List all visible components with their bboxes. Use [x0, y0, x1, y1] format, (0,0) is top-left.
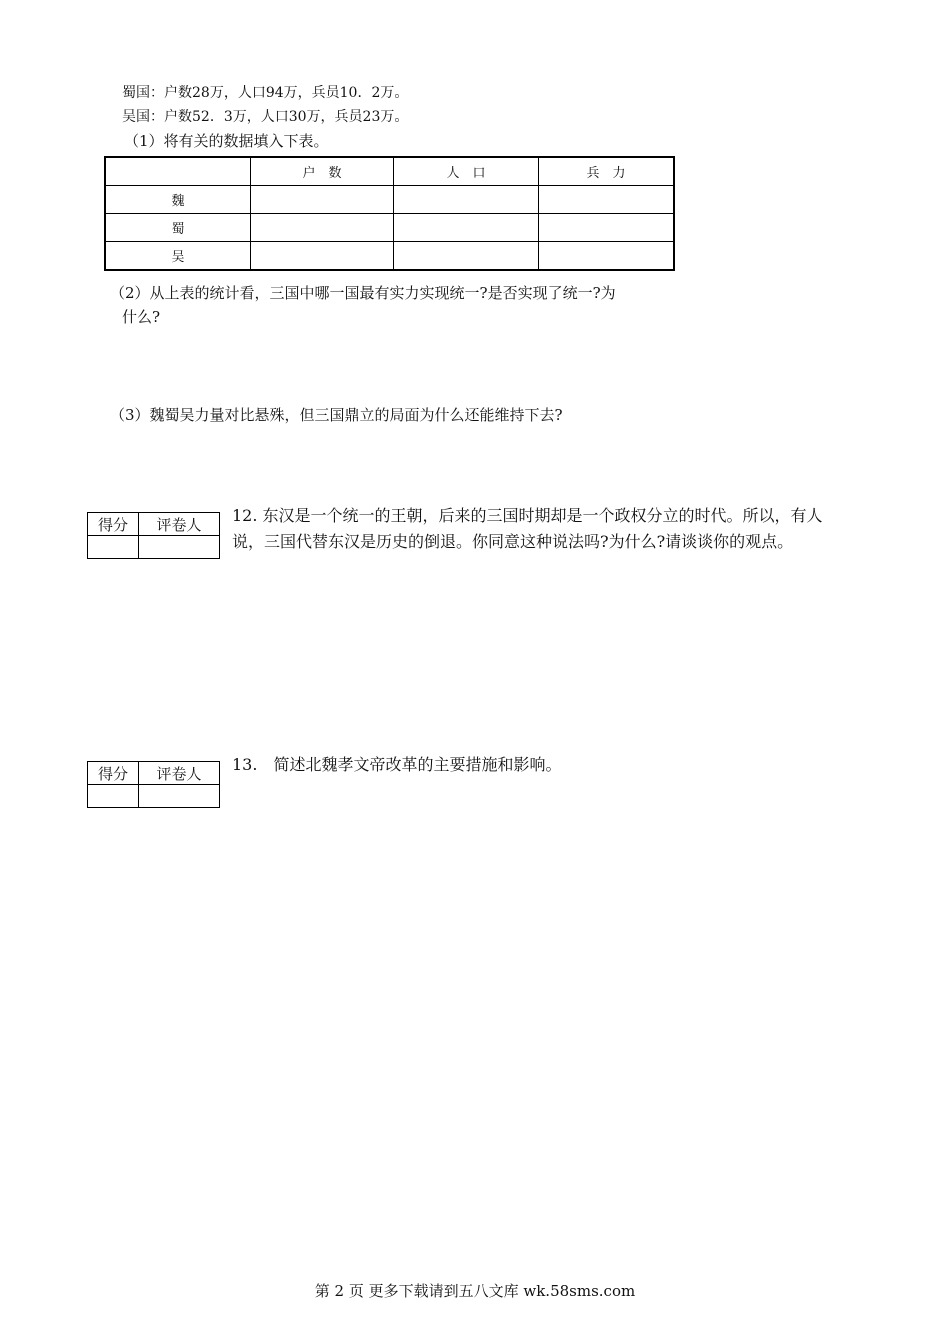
score-label: 得分: [88, 513, 139, 536]
question-12: [232, 503, 872, 555]
table-header-cell: 兵 力: [539, 157, 675, 186]
score-label: 得分: [88, 762, 139, 785]
row-label: 吴: [105, 242, 251, 271]
score-box-q12: [87, 512, 220, 559]
blank-cell[interactable]: [251, 242, 394, 271]
row-label: 蜀: [105, 214, 251, 242]
grader-label: 评卷人: [139, 513, 220, 536]
sub-question-1: （1）将有关的数据填入下表。: [124, 132, 329, 150]
blank-cell[interactable]: [394, 214, 539, 242]
question-12-line1: 12. 东汉是一个统一的王朝，后来的三国时期却是一个政权分立的时代。所以，有人: [232, 506, 823, 525]
table-row: [105, 214, 674, 242]
blank-cell[interactable]: [539, 186, 675, 214]
table-header-row: [105, 157, 674, 186]
table-header-cell: 户 数: [251, 157, 394, 186]
table-row: [105, 242, 674, 271]
page-footer: 第 2 页 更多下载请到五八文库 wk.58sms.com: [314, 1282, 636, 1300]
sub-question-2-line2: 什么?: [122, 308, 161, 326]
statistics-table: [104, 156, 675, 271]
grader-blank[interactable]: [139, 785, 220, 808]
score-blank[interactable]: [88, 785, 139, 808]
blank-cell[interactable]: [539, 242, 675, 271]
wu-data-line: 吴国：户数52．3万，人口30万，兵员23万。: [122, 109, 409, 125]
shu-data-line: 蜀国：户数28万，人口94万，兵员10．2万。: [122, 85, 409, 101]
score-box-q13: [87, 761, 220, 808]
question-12-line2: 说，三国代替东汉是历史的倒退。你同意这种说法吗?为什么?请谈谈你的观点。: [232, 532, 794, 551]
sub-question-2-line1: （2）从上表的统计看，三国中哪一国最有实力实现统一?是否实现了统一?为: [110, 284, 616, 302]
grader-label: 评卷人: [139, 762, 220, 785]
row-label: 魏: [105, 186, 251, 214]
score-blank[interactable]: [88, 536, 139, 559]
table-header-cell: 人 口: [394, 157, 539, 186]
blank-cell[interactable]: [539, 214, 675, 242]
blank-cell[interactable]: [251, 214, 394, 242]
sub-question-3: （3）魏蜀吴力量对比悬殊，但三国鼎立的局面为什么还能维持下去?: [110, 406, 563, 424]
table-row: [105, 186, 674, 214]
blank-cell[interactable]: [251, 186, 394, 214]
blank-cell[interactable]: [394, 242, 539, 271]
question-13: 13. 简述北魏孝文帝改革的主要措施和影响。: [232, 755, 562, 774]
blank-cell[interactable]: [394, 186, 539, 214]
grader-blank[interactable]: [139, 536, 220, 559]
table-header-cell: [105, 157, 251, 186]
